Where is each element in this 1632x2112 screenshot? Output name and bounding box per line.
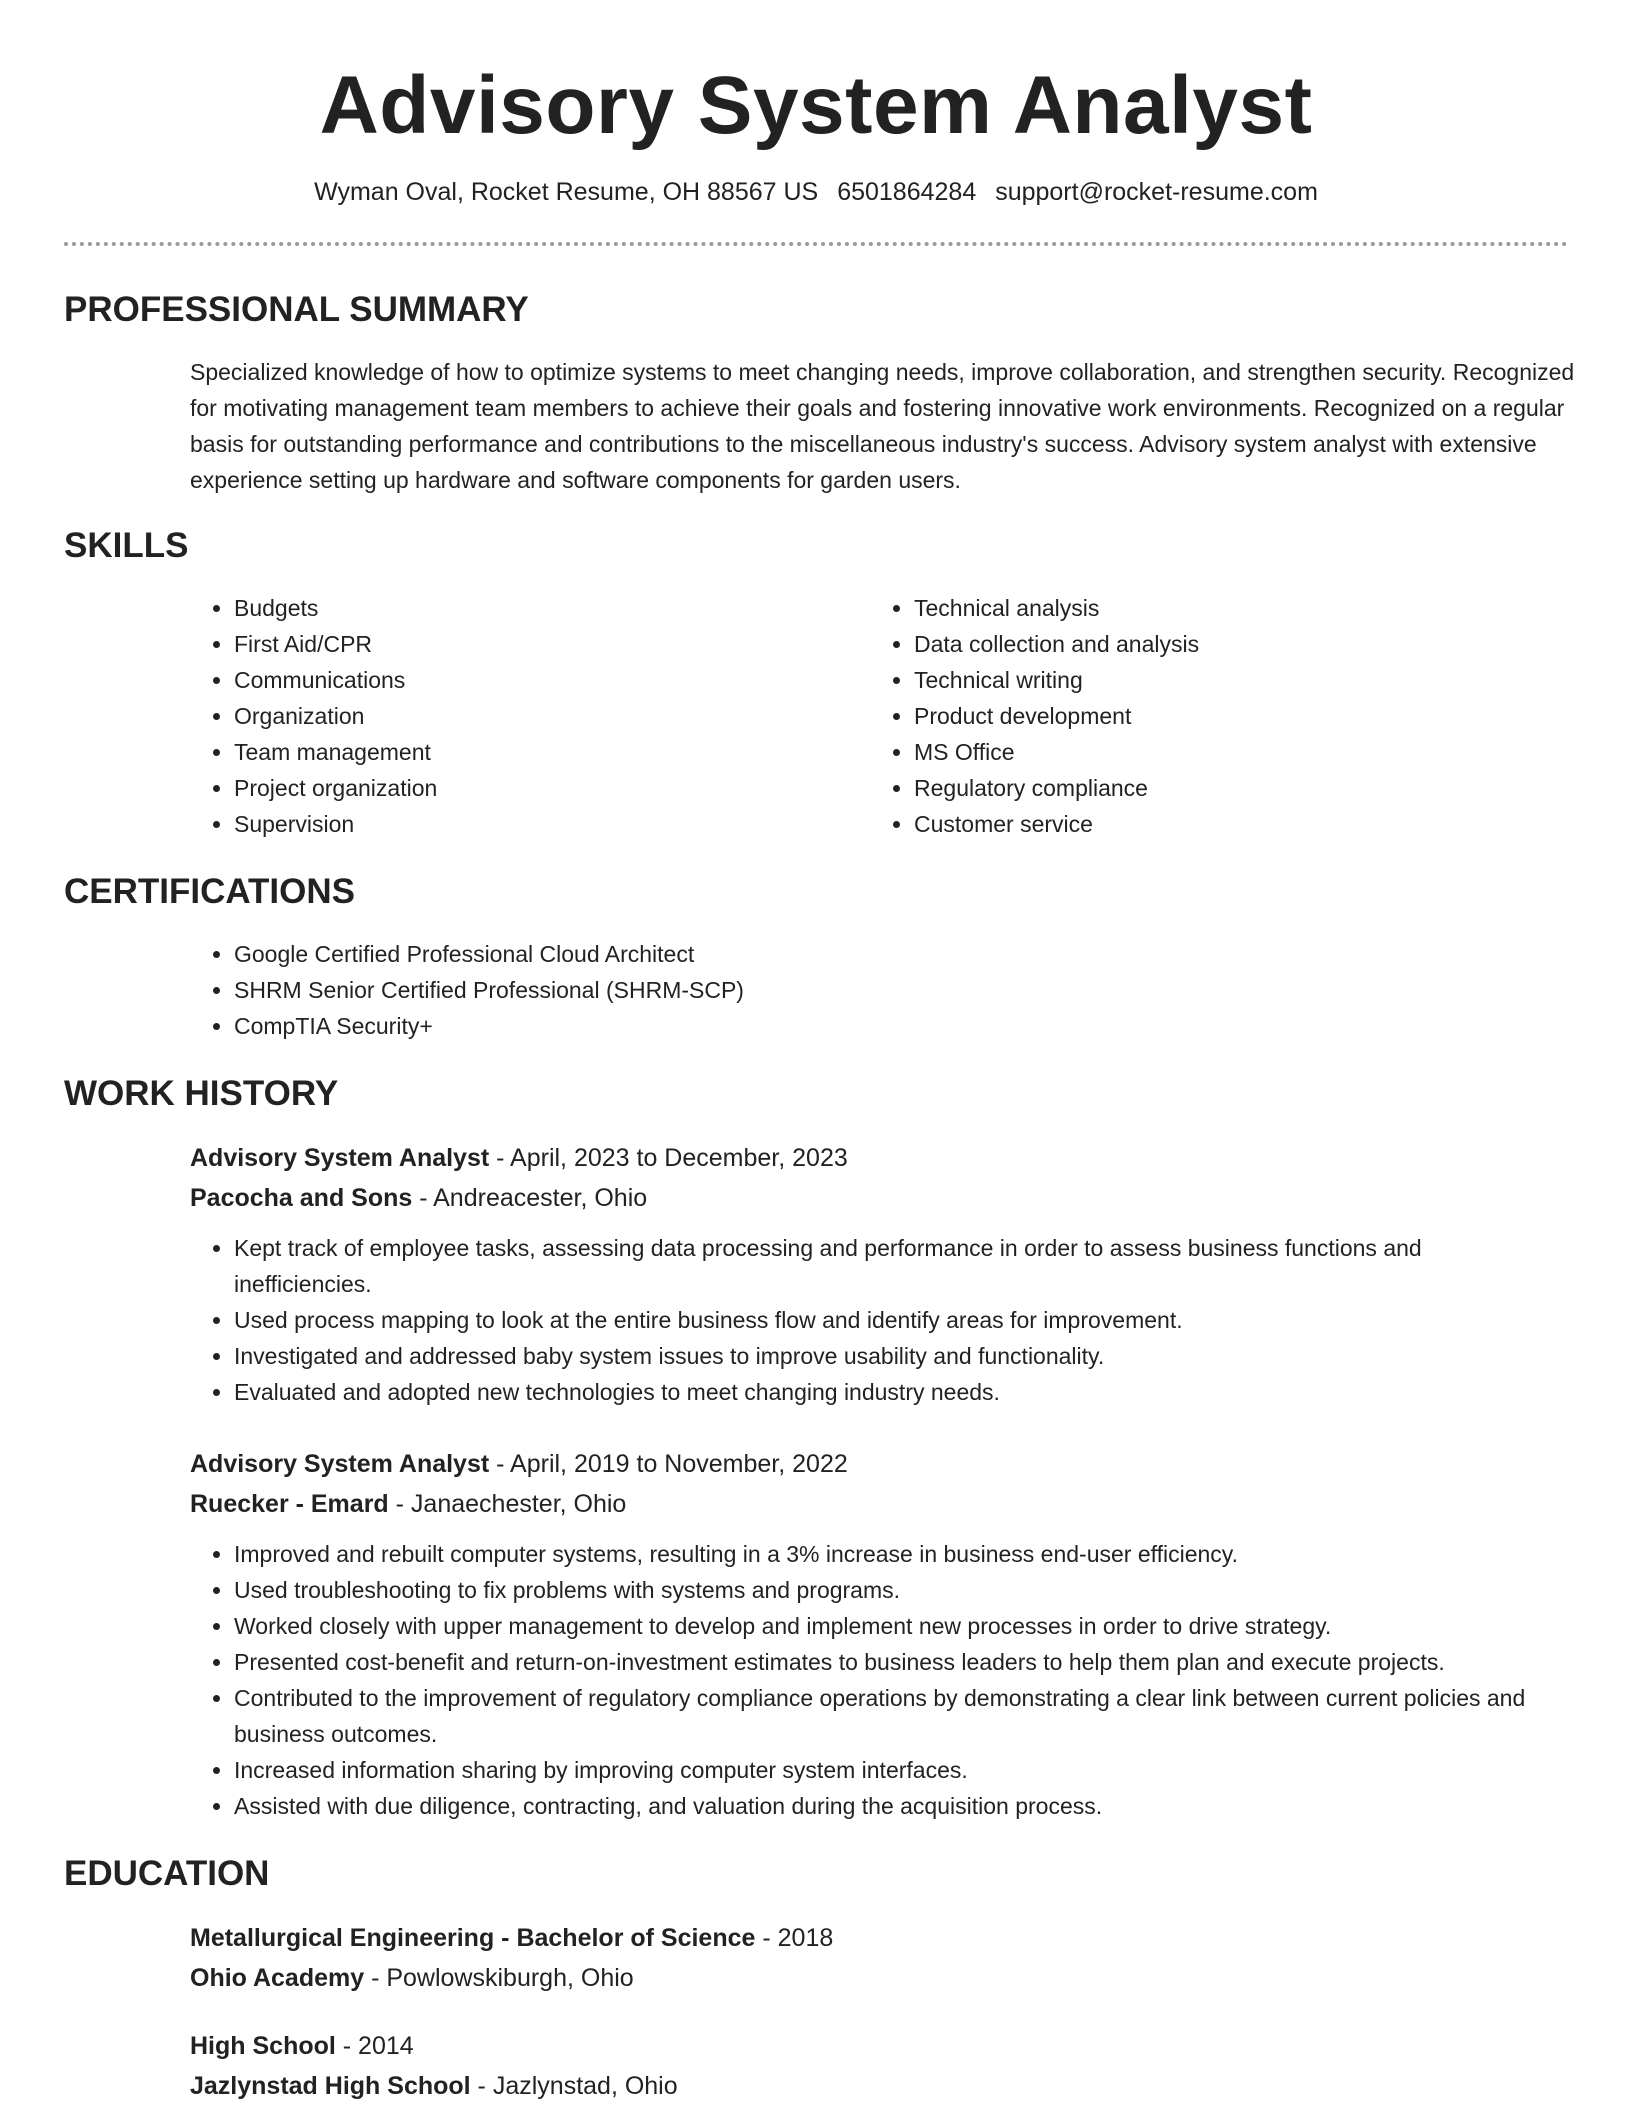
certifications-list [190,936,1568,1044]
skills-column-right [870,590,1550,842]
header-divider [64,242,1568,246]
contact-phone: 6501864284 [837,178,977,206]
job-bullet: • Assisted with due diligence, contracting, and valuation during the acquisition process. [234,1788,1534,1824]
education-degree-line [190,1918,1568,1958]
education-location: - Jazlynstad, Ohio [470,2072,678,2100]
education-year: - 2014 [335,2032,414,2060]
skill-item: • Product development [914,698,1550,734]
contact-line [64,176,1568,208]
education-year: - 2018 [755,1924,834,1952]
certification-item: • CompTIA Security+ [234,1008,1568,1044]
education-school: Jazlynstad High School [190,2072,471,2100]
education-location: - Powlowskiburgh, Ohio [364,1964,634,1992]
skill-item: • Team management [234,734,870,770]
skill-item: • Customer service [914,806,1550,842]
education-degree: Metallurgical Engineering - Bachelor of Science [190,1924,756,1952]
skills-list [190,590,1568,842]
skill-item: • First Aid/CPR [234,626,870,662]
education-school-line [190,2066,1568,2106]
job-bullet: • Worked closely with upper management to develop and implement new processes in order to drive strategy. [234,1608,1534,1644]
job-bullet: • Investigated and addressed baby system issues to improve usability and functionality. [234,1338,1534,1374]
job-role: Advisory System Analyst [190,1144,490,1172]
resume-name: Advisory System Analyst [319,60,1313,151]
job-bullet: • Used troubleshooting to fix problems with systems and programs. [234,1572,1534,1608]
education-entry [190,2026,1568,2106]
skill-item: • Technical analysis [914,590,1550,626]
job-company-line [190,1178,1568,1218]
education-school: Ohio Academy [190,1964,365,1992]
job-company: Pacocha and Sons [190,1184,413,1212]
skill-item: • Budgets [234,590,870,626]
education-degree-line [190,2026,1568,2066]
job-title-line [190,1138,1568,1178]
job-bullet: • Used process mapping to look at the entire business flow and identify areas for improvement. [234,1302,1534,1338]
job-bullet: • Presented cost-benefit and return-on-investment estimates to business leaders to help them plan and execute projects. [234,1644,1534,1680]
job-company-line [190,1484,1568,1524]
education-school-line [190,1958,1568,1998]
job-title-line [190,1444,1568,1484]
skill-item: • MS Office [914,734,1550,770]
skill-item: • Organization [234,698,870,734]
skills-column-left [190,590,870,842]
skill-item: • Project organization [234,770,870,806]
contact-address: Wyman Oval, Rocket Resume, OH 88567 US [314,178,819,206]
skill-item: • Regulatory compliance [914,770,1550,806]
skill-item: • Supervision [234,806,870,842]
job-bullet: • Improved and rebuilt computer systems, resulting in a 3% increase in business end-user efficiency. [234,1536,1534,1572]
job-dates: - April, 2019 to November, 2022 [489,1450,848,1478]
skill-item: • Communications [234,662,870,698]
skills-heading: SKILLS [64,526,189,565]
job-location: - Janaechester, Ohio [388,1490,627,1518]
skill-item: • Data collection and analysis [914,626,1550,662]
job-bullet: • Contributed to the improvement of regulatory compliance operations by demonstrating a clear link between current policies and business outcomes. [234,1680,1534,1752]
education-heading: EDUCATION [64,1854,270,1893]
job-location: - Andreacester, Ohio [412,1184,648,1212]
summary-heading: PROFESSIONAL SUMMARY [64,290,529,329]
job-bullet: • Kept track of employee tasks, assessing data processing and performance in order to assess business functions and inefficiencies. [234,1230,1534,1302]
job-entry [190,1444,1568,1824]
job-bullet: • Increased information sharing by improving computer system interfaces. [234,1752,1534,1788]
job-entry [190,1138,1568,1410]
education-entry [190,1918,1568,1998]
skill-item: • Technical writing [914,662,1550,698]
job-role: Advisory System Analyst [190,1450,490,1478]
summary-text: Specialized knowledge of how to optimize systems to meet changing needs, improve collaboration, and strengthen security. Recognized for motivating management team members to achieve their goals and fostering innovative work environments. Recognized on a regular basis for outstanding performance and contributions to the miscellaneous industry's success. Advisory system analyst with extensive experience setting up hardware and software components for garden users. [190,359,1575,493]
education-degree: High School [190,2032,336,2060]
certifications-heading: CERTIFICATIONS [64,872,356,911]
job-dates: - April, 2023 to December, 2023 [489,1144,848,1172]
contact-email: support@rocket-resume.com [995,178,1318,206]
certification-item: • Google Certified Professional Cloud Architect [234,936,1568,972]
job-company: Ruecker - Emard [190,1490,389,1518]
resume-page [64,0,1575,2106]
work-history-heading: WORK HISTORY [64,1074,339,1113]
job-bullet: • Evaluated and adopted new technologies to meet changing industry needs. [234,1374,1534,1410]
certification-item: • SHRM Senior Certified Professional (SHRM-SCP) [234,972,1568,1008]
